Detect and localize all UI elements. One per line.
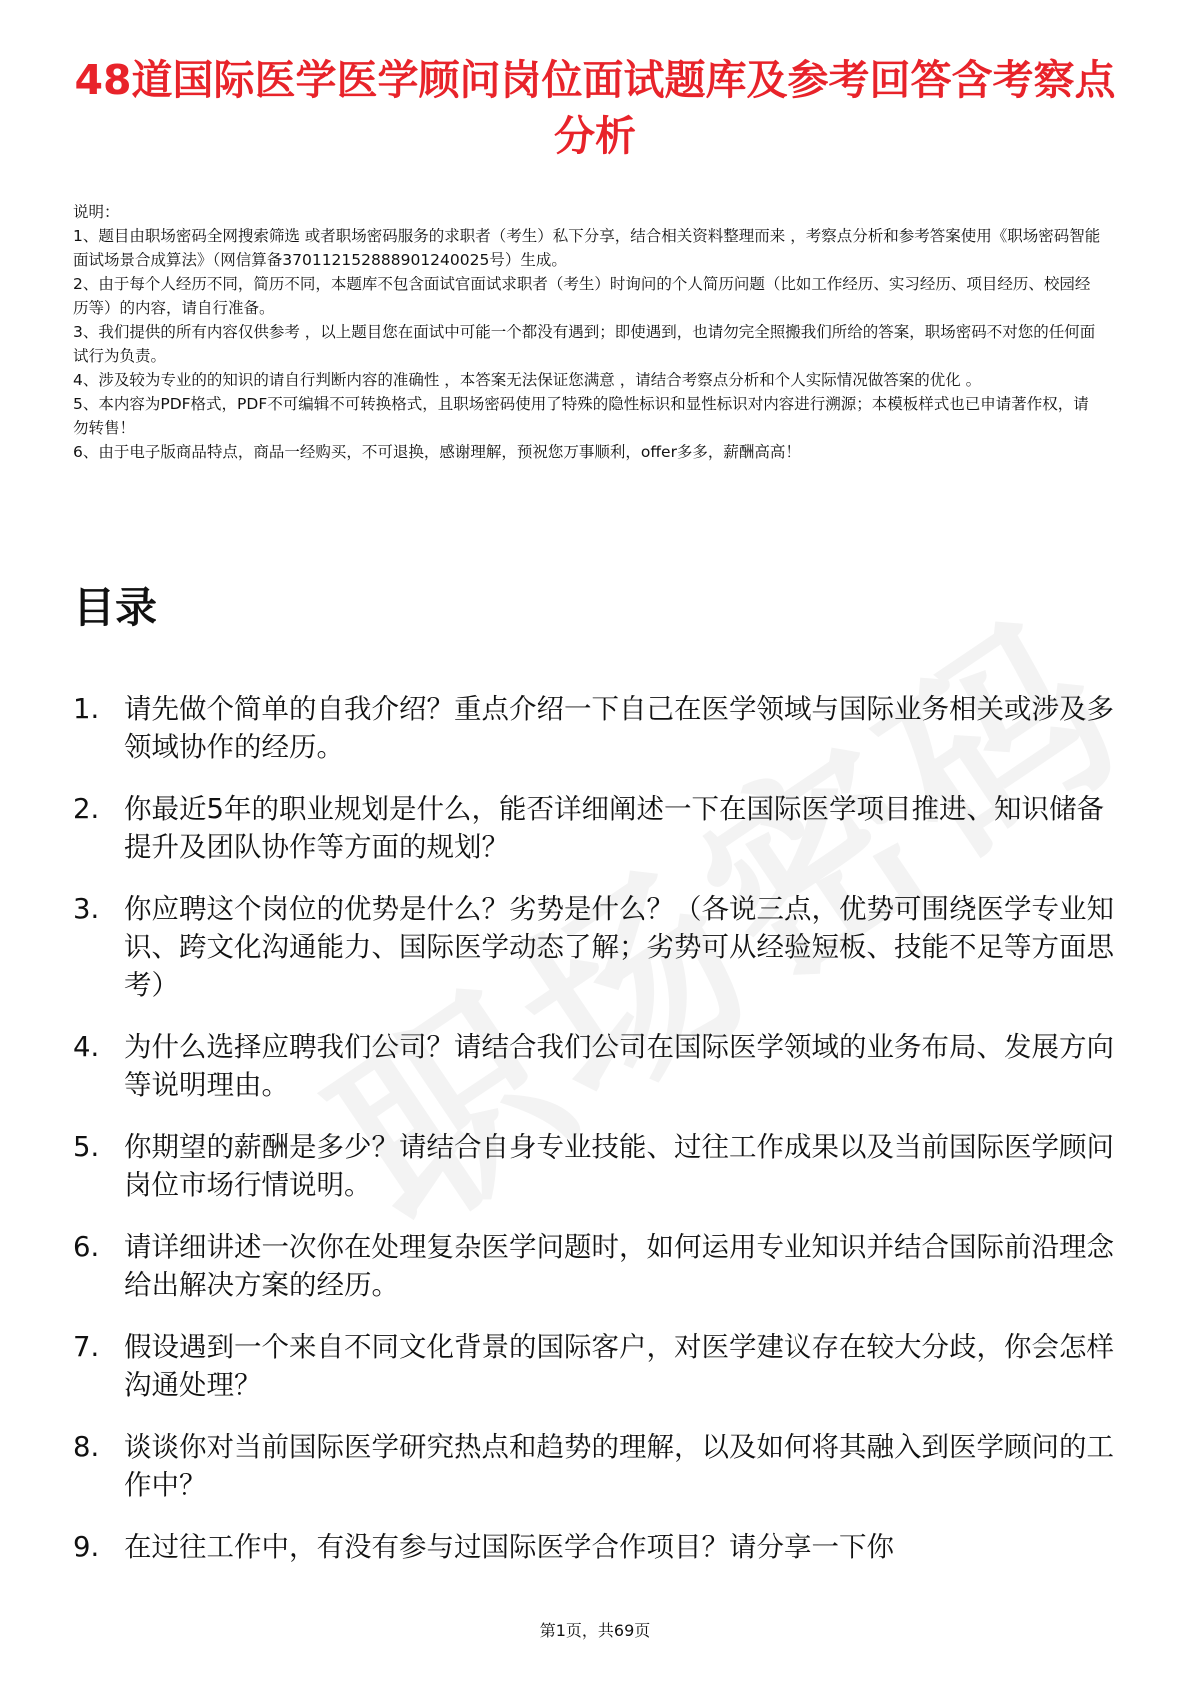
toc-item-number: 9. xyxy=(73,1531,100,1563)
toc-item-number: 5. xyxy=(73,1131,100,1163)
toc-item[interactable] xyxy=(73,890,1123,1004)
toc-item[interactable] xyxy=(73,1528,1123,1566)
page-footer: 第1页，共69页 xyxy=(539,1621,651,1640)
toc-item-text: 你最近5年的职业规划是什么，能否详细阐述一下在国际医学项目推进、知识储备提升及团队协作等方面的规划？ xyxy=(124,793,1104,863)
toc-item-number: 3. xyxy=(73,893,100,925)
notes-heading: 说明： xyxy=(73,203,120,221)
toc-item-text: 在过往工作中，有没有参与过国际医学合作项目？请分享一下你 xyxy=(124,1531,894,1563)
toc-item-number: 1. xyxy=(73,693,100,725)
note-item: 5、本内容为PDF格式，PDF不可编辑不可转换格式，且职场密码使用了特殊的隐性标识和显性标识对内容进行溯源；本模板样式也已申请著作权，请勿转售！ xyxy=(73,395,1089,437)
toc-item[interactable] xyxy=(73,790,1123,866)
toc-item-text: 请详细讲述一次你在处理复杂医学问题时，如何运用专业知识并结合国际前沿理念给出解决方案的经历。 xyxy=(124,1231,1114,1301)
toc-item[interactable] xyxy=(73,1228,1123,1304)
note-item: 6、由于电子版商品特点，商品一经购买，不可退换，感谢理解，预祝您万事顺利，offer多多，薪酬高高！ xyxy=(73,443,801,461)
toc-item-text: 谈谈你对当前国际医学研究热点和趋势的理解，以及如何将其融入到医学顾问的工作中？ xyxy=(124,1431,1114,1501)
toc-list xyxy=(73,690,1123,1590)
toc-item-number: 7. xyxy=(73,1331,100,1363)
note-item: 3、我们提供的所有内容仅供参考 ，以上题目您在面试中可能一个都没有遇到；即使遇到，也请勿完全照搬我们所给的答案，职场密码不对您的任何面试行为负责。 xyxy=(73,323,1096,365)
toc-item-text: 你应聘这个岗位的优势是什么？劣势是什么？（各说三点，优势可围绕医学专业知识、跨文化沟通能力、国际医学动态了解；劣势可从经验短板、技能不足等方面思考） xyxy=(124,893,1114,1001)
note-item: 1、题目由职场密码全网搜索筛选 或者职场密码服务的求职者（考生）私下分享，结合相关资料整理而来 ，考察点分析和参考答案使用《职场密码智能面试场景合成算法》（网信算备370112152888901240025号）生成。 xyxy=(73,227,1101,269)
toc-item-number: 8. xyxy=(73,1431,100,1463)
document-title: 48道国际医学医学顾问岗位面试题库及参考回答含考察点分析 xyxy=(74,56,1116,160)
toc-item-number: 2. xyxy=(73,793,100,825)
toc-item-text: 请先做个简单的自我介绍？重点介绍一下自己在医学领域与国际业务相关或涉及多领域协作的经历。 xyxy=(124,693,1114,763)
toc-item[interactable] xyxy=(73,1128,1123,1204)
toc-item[interactable] xyxy=(73,1028,1123,1104)
toc-heading: 目录 xyxy=(73,583,158,632)
toc-item-text: 你期望的薪酬是多少？请结合自身专业技能、过往工作成果以及当前国际医学顾问岗位市场行情说明。 xyxy=(124,1131,1114,1201)
toc-item-text: 假设遇到一个来自不同文化背景的国际客户，对医学建议存在较大分歧，你会怎样沟通处理？ xyxy=(124,1331,1114,1401)
toc-item[interactable] xyxy=(73,690,1123,766)
toc-item-number: 4. xyxy=(73,1031,100,1063)
toc-item[interactable] xyxy=(73,1428,1123,1504)
note-item: 2、由于每个人经历不同，简历不同，本题库不包含面试官面试求职者（考生）时询问的个人简历问题（比如工作经历、实习经历、项目经历、校园经历等）的内容，请自行准备。 xyxy=(73,275,1091,317)
notes-section xyxy=(73,200,1103,464)
note-item: 4、涉及较为专业的的知识的请自行判断内容的准确性 ，本答案无法保证您满意 ，请结合考察点分析和个人实际情况做答案的优化 。 xyxy=(73,371,982,389)
toc-item-text: 为什么选择应聘我们公司？请结合我们公司在国际医学领域的业务布局、发展方向等说明理由。 xyxy=(124,1031,1114,1101)
toc-item[interactable] xyxy=(73,1328,1123,1404)
toc-item-number: 6. xyxy=(73,1231,100,1263)
